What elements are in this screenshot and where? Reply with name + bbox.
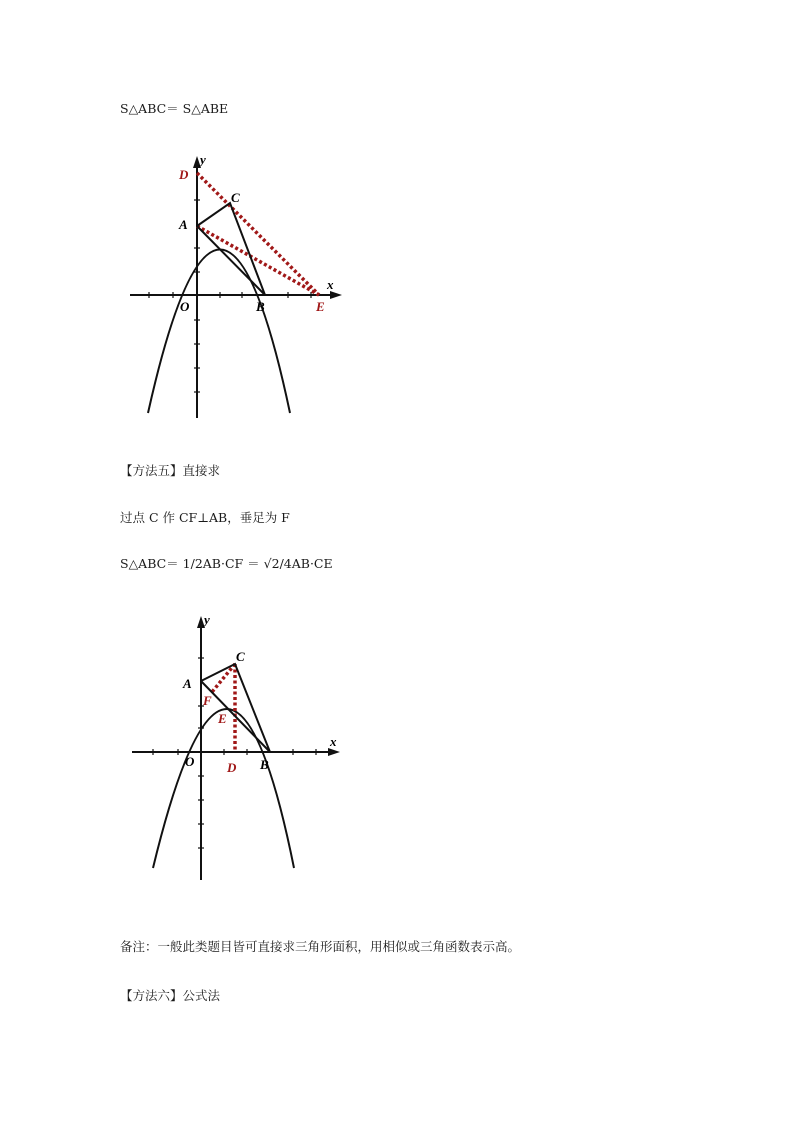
label-b: B: [260, 757, 269, 772]
heading-method-6: 【方法六】公式法: [120, 988, 221, 1003]
label-o: O: [180, 299, 190, 314]
label-c: C: [231, 190, 240, 205]
label-x: x: [330, 734, 337, 749]
label-a: A: [183, 676, 192, 691]
label-x: x: [327, 277, 334, 292]
parabola: [148, 250, 290, 414]
step-construct-cf: 过点 C 作 CF⊥AB，垂足为 F: [120, 510, 290, 525]
label-d: D: [227, 760, 237, 775]
figure-parabola-method5: [120, 608, 350, 883]
label-c: C: [236, 649, 245, 664]
label-y: y: [200, 152, 206, 167]
label-a: A: [179, 217, 188, 232]
segment-cf: [212, 664, 235, 692]
label-o: O: [185, 754, 195, 769]
figure-parabola-method4: [120, 150, 350, 425]
triangle-abc: [197, 203, 265, 295]
label-y: y: [204, 612, 210, 627]
heading-method-5: 【方法五】直接求: [120, 463, 221, 478]
label-d: D: [179, 167, 189, 182]
note-remark: 备注：一般此类题目皆可直接求三角形面积，用相似或三角函数表示高。: [120, 939, 521, 954]
label-b: B: [256, 299, 265, 314]
label-e: E: [218, 711, 227, 726]
label-e: E: [316, 299, 325, 314]
x-axis-arrow: [328, 748, 340, 756]
label-f: F: [203, 693, 212, 708]
parabola: [153, 709, 294, 868]
equation-area-equal: S△ABC＝ S△ABE: [120, 101, 229, 116]
equation-area-formula: S△ABC＝ 1/2AB·CF ＝ √2/4AB·CE: [120, 556, 333, 571]
segment-ae: [197, 226, 319, 295]
x-axis-arrow: [330, 291, 342, 299]
